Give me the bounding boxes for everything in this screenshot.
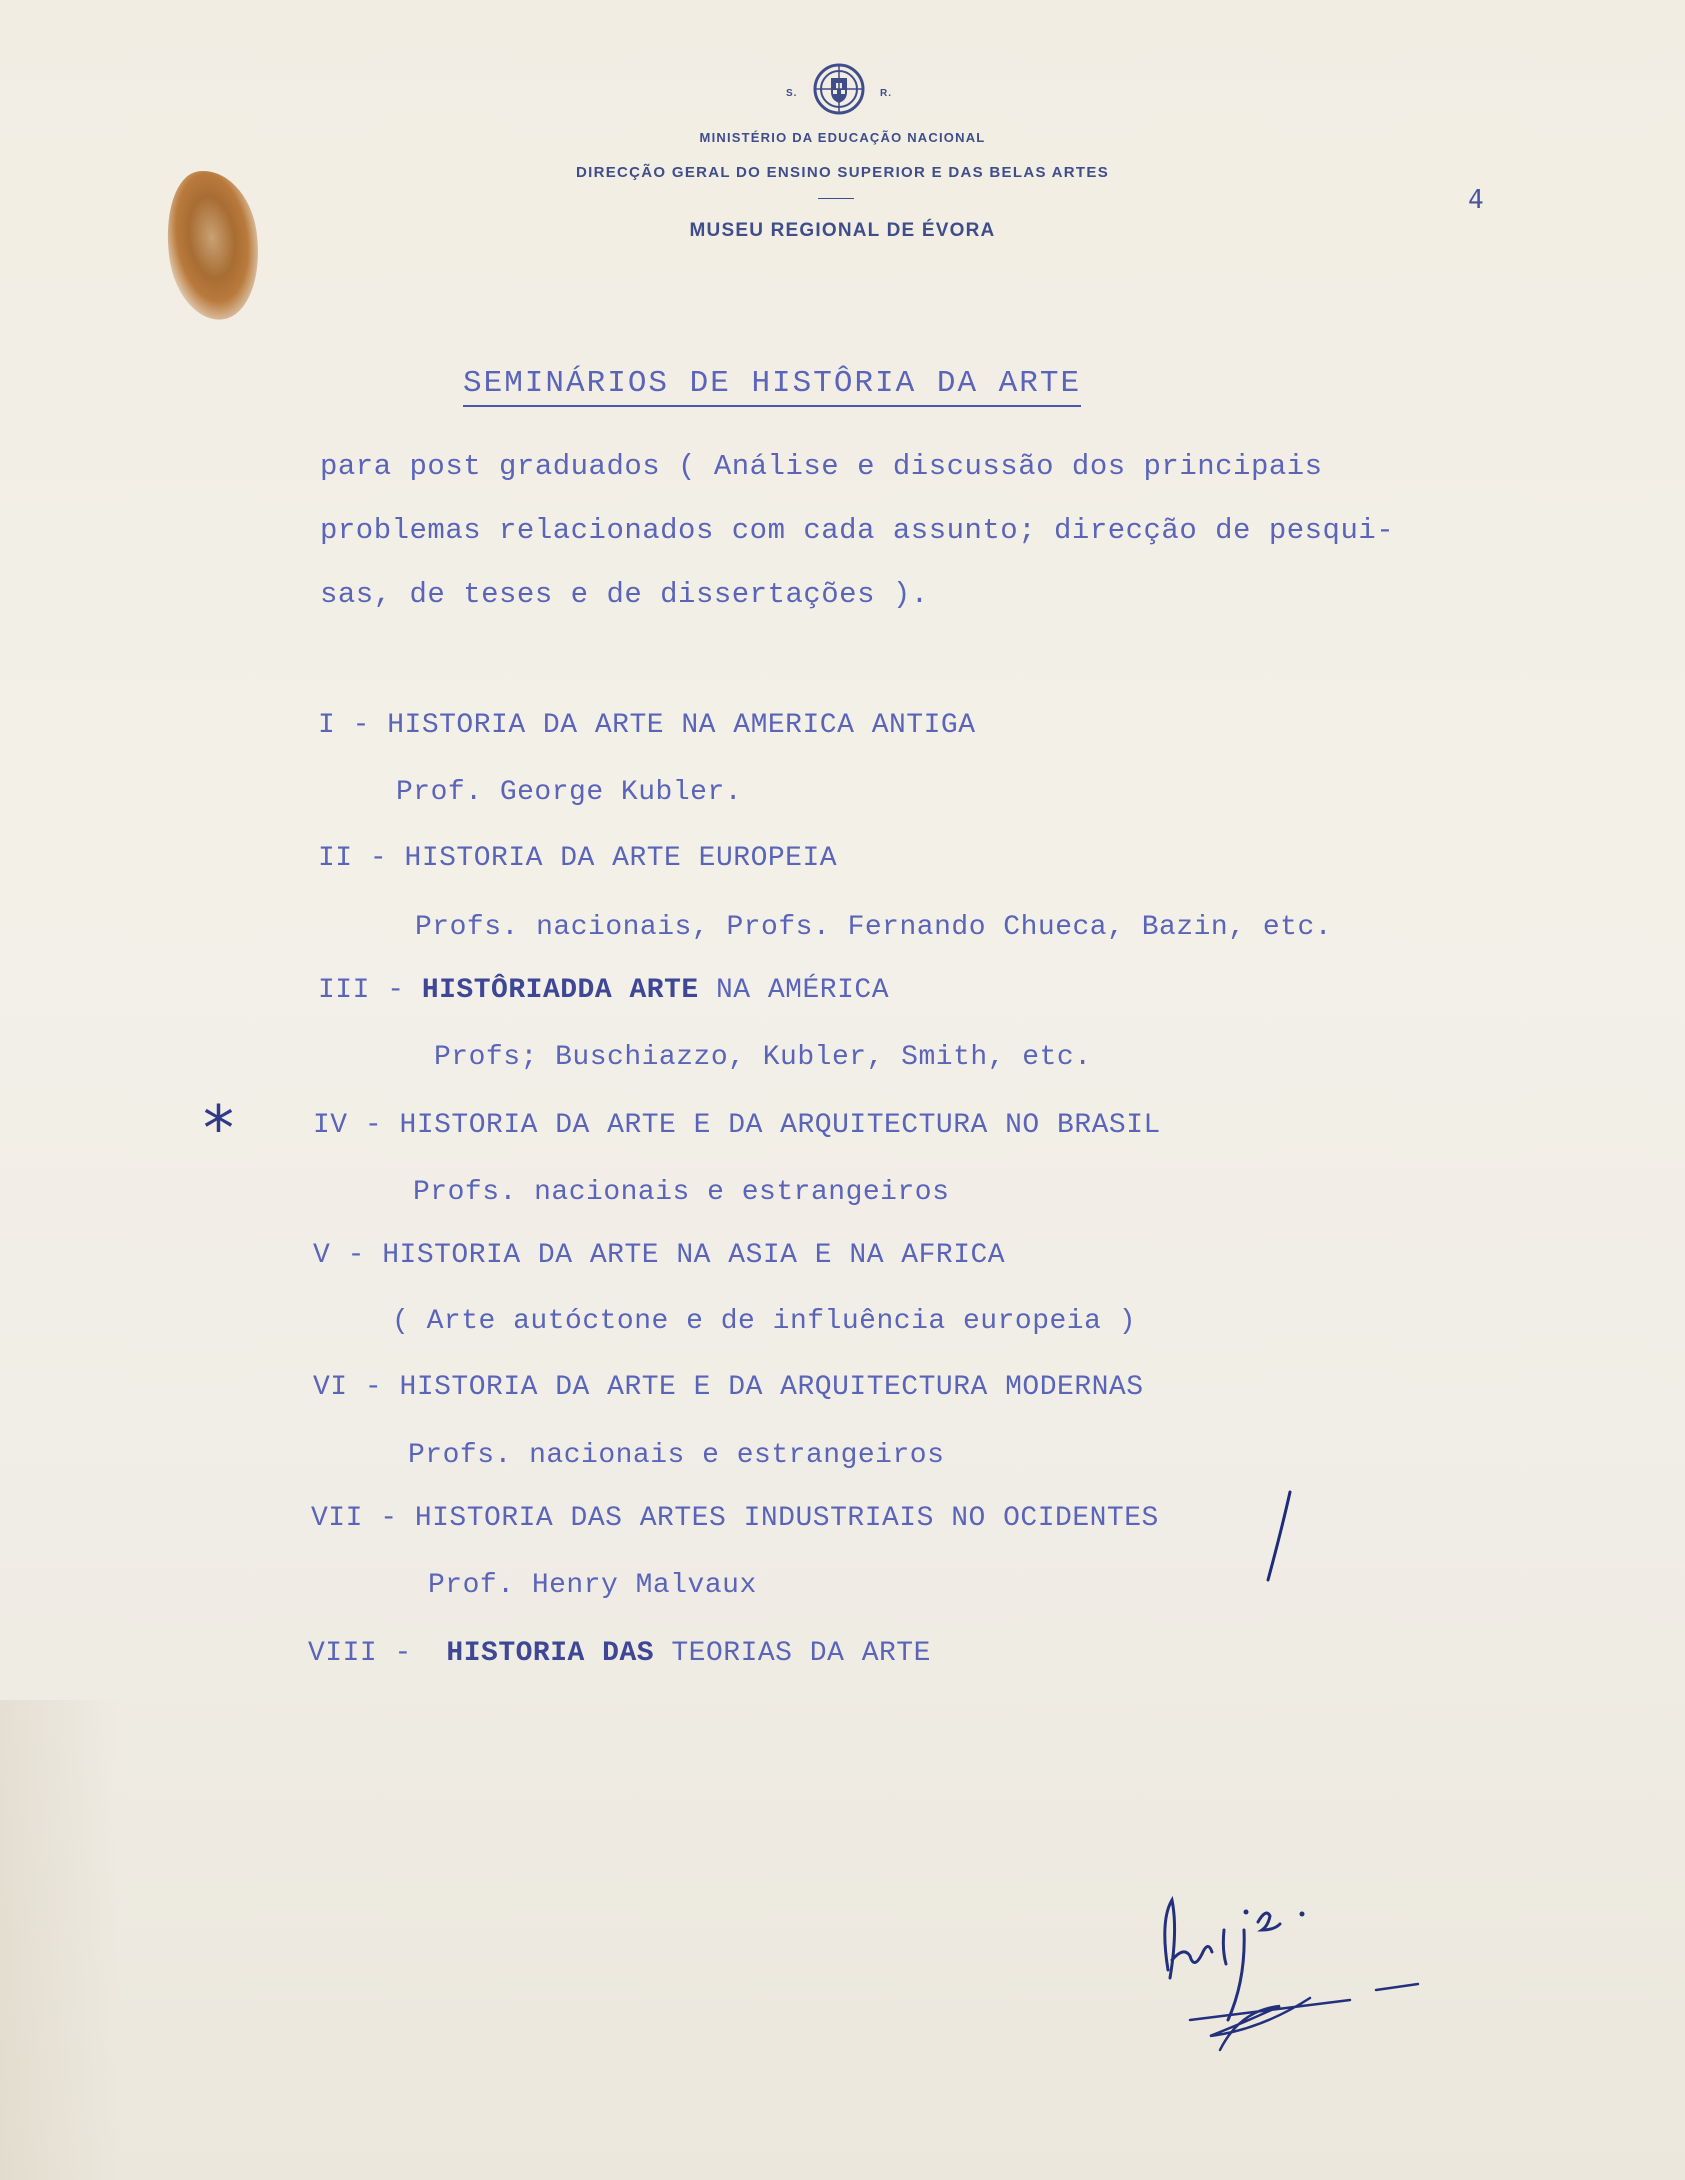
letterhead-ministry: MINISTÉRIO DA EDUCAÇÃO NACIONAL [699,130,986,145]
letterhead-museum: MUSEU REGIONAL DE ÉVORA [689,220,996,241]
seminar-detail-7: Prof. Henry Malvaux [428,1570,757,1601]
seminar-heading-1: I - HISTORIA DA ARTE NA AMERICA ANTIGA [318,710,976,741]
slash-mark-icon [1256,1488,1296,1584]
paper-shadow [0,1700,120,2180]
seminar-heading-4: IV - HISTORIA DA ARTE E DA ARQUITECTURA NO BRASIL [313,1110,1161,1141]
seminar-heading-2: II - HISTORIA DA ARTE EUROPEIA [318,843,838,874]
page-number: 4 [1468,185,1484,215]
letterhead-divider [818,198,854,199]
handwritten-signature-icon [1150,1860,1430,2070]
letterhead-crest-row [0,62,1685,112]
intro-line-1: para post graduados ( Análise e discussão dos principais [320,450,1323,483]
seminar-detail-3: Profs; Buschiazzo, Kubler, Smith, etc. [434,1042,1092,1073]
seminar-detail-6: Profs. nacionais e estrangeiros [408,1440,945,1471]
letterhead-directorate: DIRECÇÃO GERAL DO ENSINO SUPERIOR E DAS BELAS ARTES [575,164,1110,181]
seminar-heading-8-overstruck: HISTORIA DAS [446,1638,655,1669]
asterisk-mark: * [203,1092,234,1165]
seminar-heading-3 [318,975,889,1006]
document-title: SEMINÁRIOS DE HISTÔRIA DA ARTE [463,366,1081,407]
letterhead-left-letter: S. [786,88,798,99]
rust-stain [158,164,268,325]
seminar-heading-8-rest: TEORIAS DA ARTE [654,1638,931,1669]
seminar-heading-8-prefix: VIII - [308,1638,447,1669]
seminar-heading-8 [308,1638,931,1669]
seminar-heading-7: VII - HISTORIA DAS ARTES INDUSTRIAIS NO OCIDENTES [311,1503,1159,1534]
seminar-detail-5: ( Arte autóctone e de influência europeia ) [392,1306,1137,1337]
seminar-heading-5: V - HISTORIA DA ARTE NA ASIA E NA AFRICA [313,1240,1006,1271]
seminar-heading-6: VI - HISTORIA DA ARTE E DA ARQUITECTURA MODERNAS [313,1372,1144,1403]
coat-of-arms-icon [812,62,866,116]
intro-line-3: sas, de teses e de dissertações ). [320,578,929,611]
seminar-detail-2: Profs. nacionais, Profs. Fernando Chueca, Bazin, etc. [415,912,1333,943]
seminar-detail-1: Prof. George Kubler. [396,777,743,808]
seminar-detail-4: Profs. nacionais e estrangeiros [413,1177,950,1208]
seminar-heading-3-rest: NA AMÉRICA [698,975,890,1006]
seminar-heading-3-overstruck: HISTÔRIADDA ARTE [421,975,699,1006]
intro-line-2: problemas relacionados com cada assunto; direcção de pesqui- [320,514,1395,547]
seminar-heading-3-prefix: III - [318,975,422,1006]
letterhead-right-letter: R. [880,88,892,99]
